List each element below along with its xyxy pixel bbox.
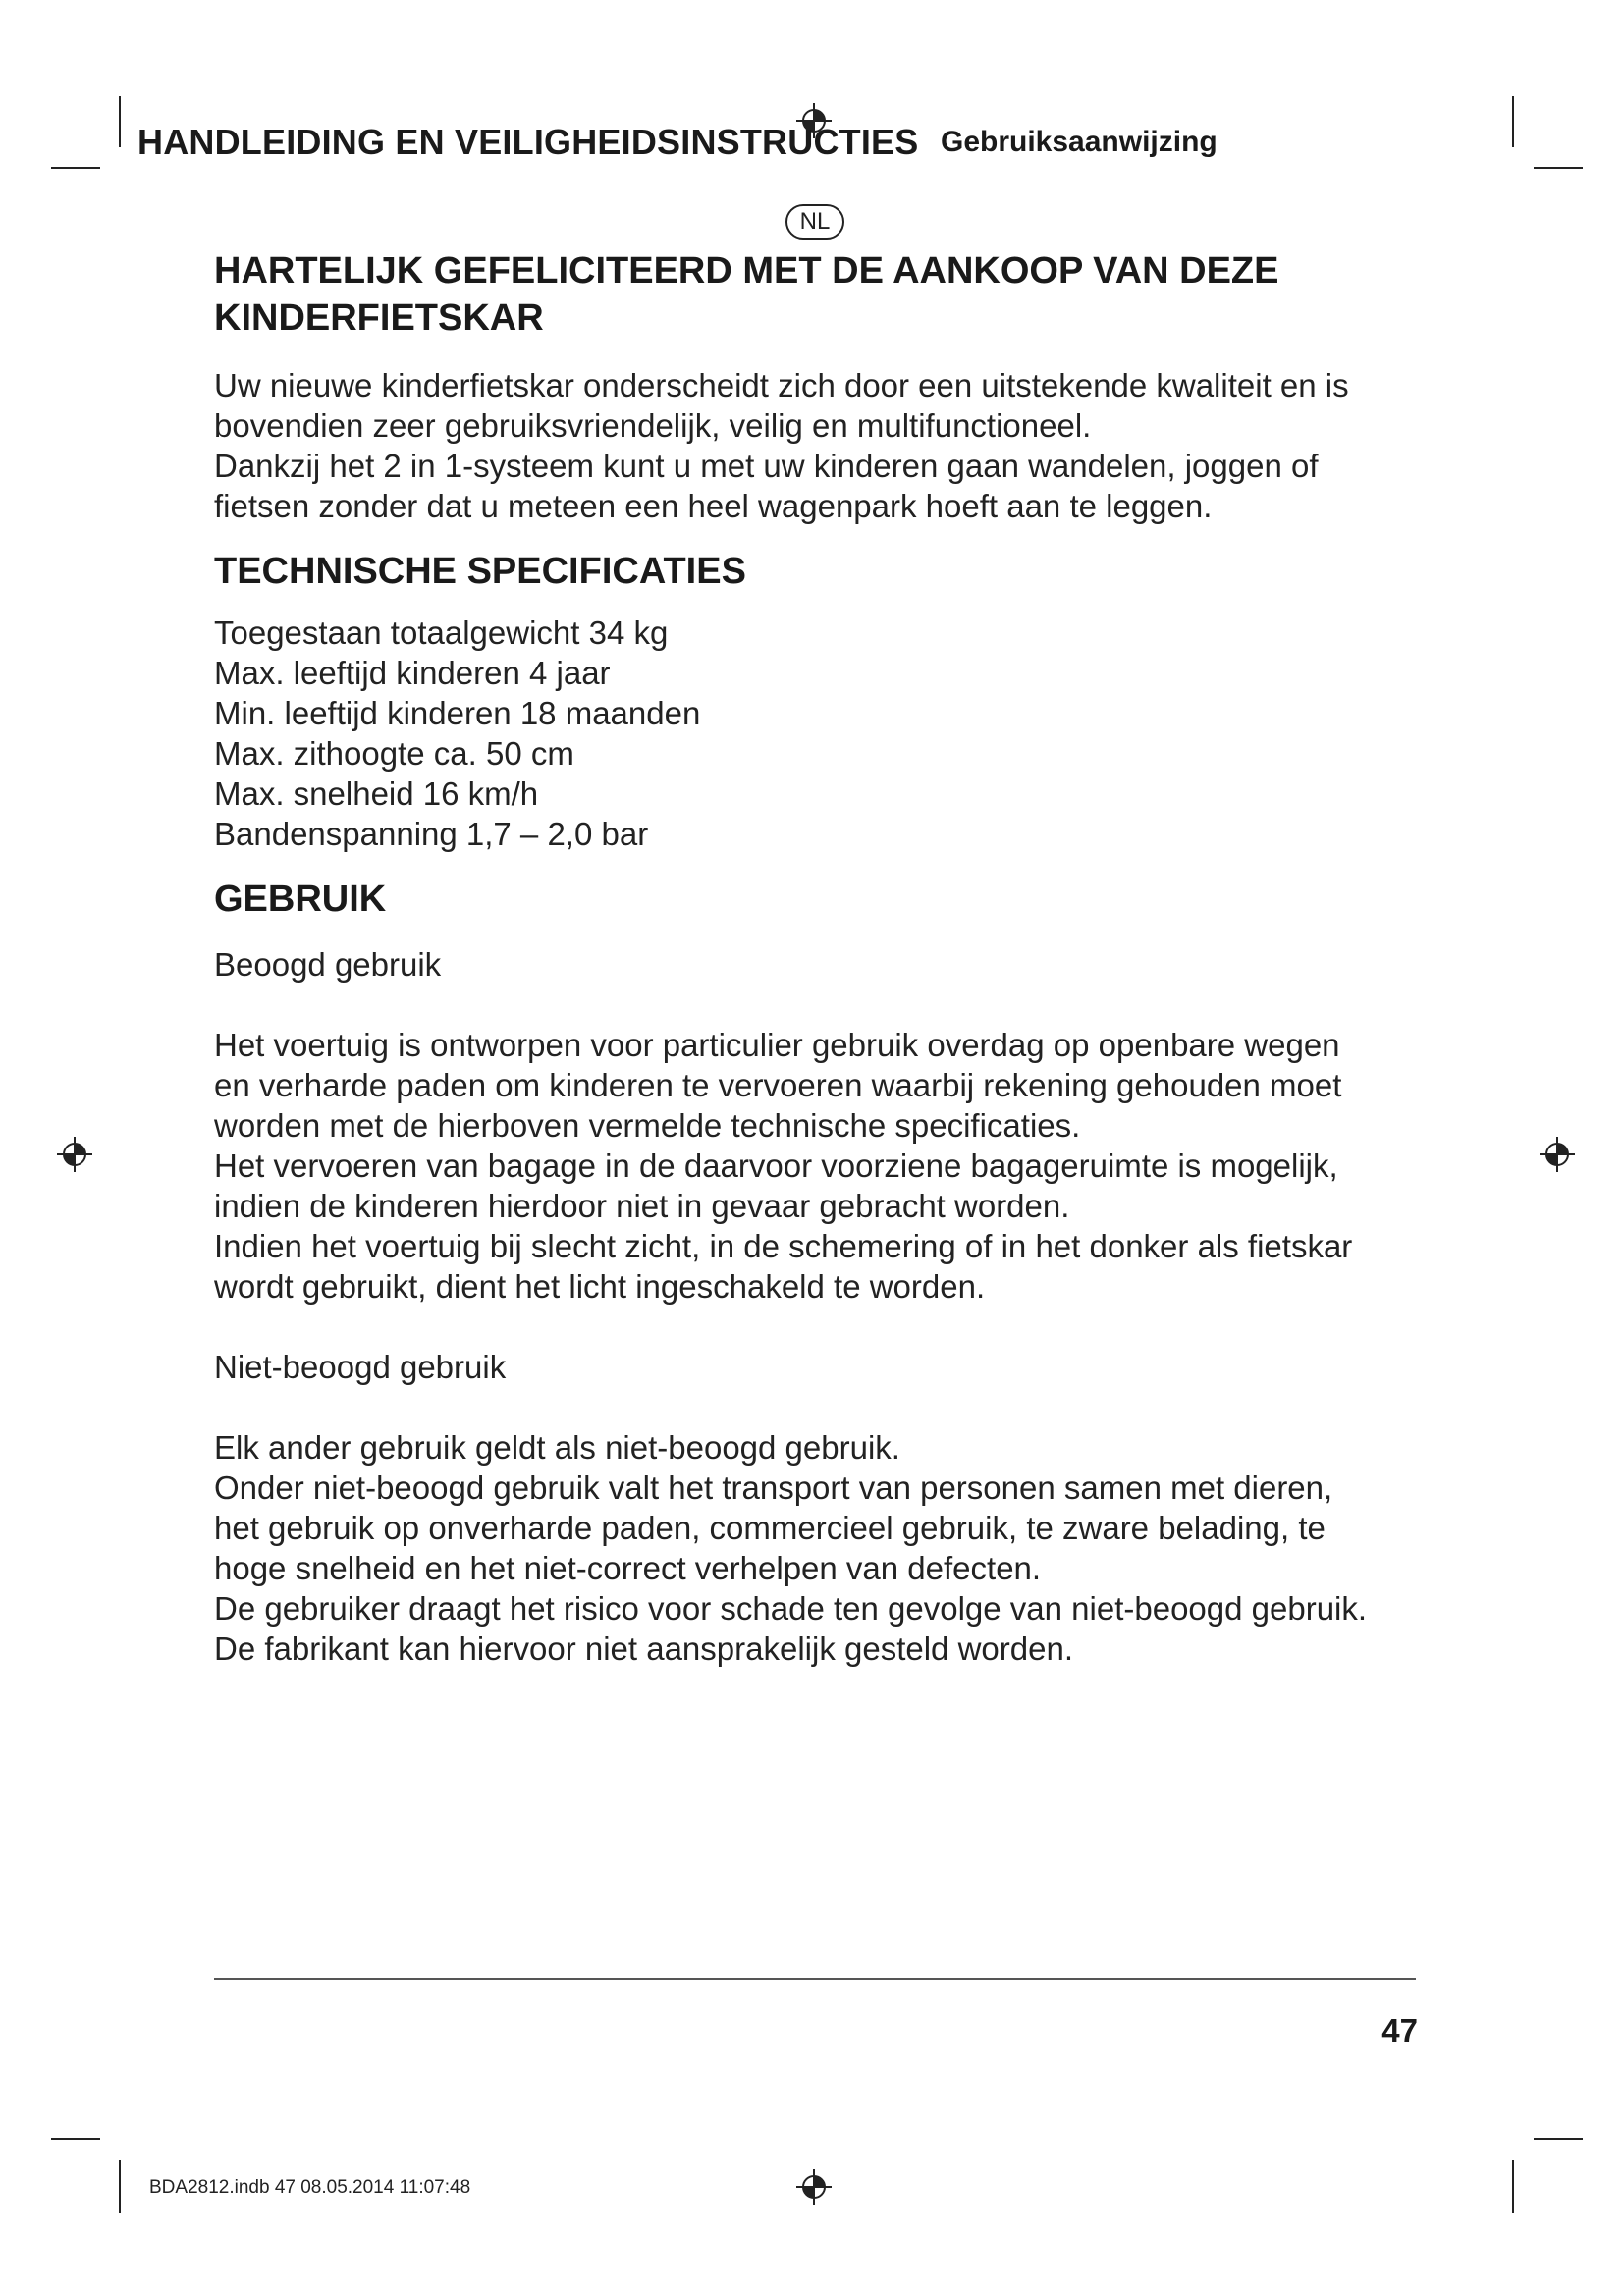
crop-mark-bottom-right-horizontal [1534,2138,1583,2140]
spec-line: Max. snelheid 16 km/h [214,775,539,812]
spec-line: Max. leeftijd kinderen 4 jaar [214,655,611,691]
text-line: Elk ander gebruik geldt als niet-beoogd gebruik. [214,1429,900,1466]
intended-use-paragraph [214,1025,1432,1307]
registration-mark-icon [1538,1135,1577,1174]
spec-line: Toegestaan totaalgewicht 34 kg [214,614,669,651]
section-title-usage: GEBRUIK [214,879,387,920]
spec-line: Max. zithoogte ca. 50 cm [214,735,574,772]
text-line: indien de kinderen hierdoor niet in gevaar gebracht worden. [214,1188,1070,1224]
crop-mark-bottom-left-vertical [119,2160,121,2213]
text-line: hoge snelheid en het niet-correct verhelpen van defecten. [214,1550,1042,1586]
unintended-use-label: Niet-beoogd gebruik [214,1349,507,1385]
text-line: Indien het voertuig bij slecht zicht, in de schemering of in het donker als fietskar [214,1228,1353,1264]
section-title-congrats: HARTELIJK GEFELICITEERD MET DE AANKOOP VAN DEZE KINDERFIETSKAR [214,250,1279,339]
footer-divider [214,1978,1416,1980]
text-line: Onder niet-beoogd gebruik valt het transport van personen samen met dieren, [214,1469,1333,1506]
intended-use-label: Beoogd gebruik [214,946,442,983]
page-number: 47 [1381,2012,1418,2049]
section-title-specs: TECHNISCHE SPECIFICATIES [214,551,746,592]
crop-mark-bottom-right-vertical [1512,2160,1514,2213]
specs-list [214,613,1432,854]
running-header-subtitle: Gebruiksaanwijzing [941,126,1218,158]
text-line: Dankzij het 2 in 1-systeem kunt u met uw kinderen gaan wandelen, joggen of [214,448,1319,484]
unintended-use-paragraph [214,1427,1432,1669]
crop-mark-top-left-horizontal [51,167,100,169]
crop-mark-bottom-left-horizontal [51,2138,100,2140]
intro-paragraph [214,365,1432,526]
text-line: het gebruik op onverharde paden, commercieel gebruik, te zware belading, te [214,1510,1326,1546]
text-line: Het vervoeren van bagage in de daarvoor voorziene bagageruimte is mogelijk, [214,1148,1338,1184]
text-line: Het voertuig is ontworpen voor particulier gebruik overdag op openbare wegen [214,1027,1340,1063]
spec-line: Bandenspanning 1,7 – 2,0 bar [214,816,649,852]
text-line: en verharde paden om kinderen te vervoeren waarbij rekening gehouden moet [214,1067,1342,1103]
text-line: wordt gebruikt, dient het licht ingeschakeld te worden. [214,1268,986,1305]
print-slug: BDA2812.indb 47 08.05.2014 11:07:48 [149,2177,471,2198]
language-badge: NL [785,204,844,240]
text-line: De gebruiker draagt het risico voor schade ten gevolge van niet-beoogd gebruik. [214,1590,1368,1627]
crop-mark-top-right-vertical [1512,96,1514,147]
text-line: bovendien zeer gebruiksvriendelijk, veilig en multifunctioneel. [214,407,1092,444]
crop-mark-top-right-horizontal [1534,167,1583,169]
spec-line: Min. leeftijd kinderen 18 maanden [214,695,701,731]
crop-mark-top-left-vertical [119,96,121,147]
running-header-title: HANDLEIDING EN VEILIGHEIDSINSTRUCTIES [137,122,919,162]
main-content [214,247,1432,1669]
text-line: fietsen zonder dat u meteen een heel wagenpark hoeft aan te leggen. [214,488,1213,524]
registration-mark-icon [55,1135,94,1174]
text-line: worden met de hierboven vermelde technische specificaties. [214,1107,1081,1144]
text-line: Uw nieuwe kinderfietskar onderscheidt zich door een uitstekende kwaliteit en is [214,367,1349,403]
registration-mark-icon [794,2167,834,2207]
text-line: De fabrikant kan hiervoor niet aansprakelijk gesteld worden. [214,1630,1073,1667]
